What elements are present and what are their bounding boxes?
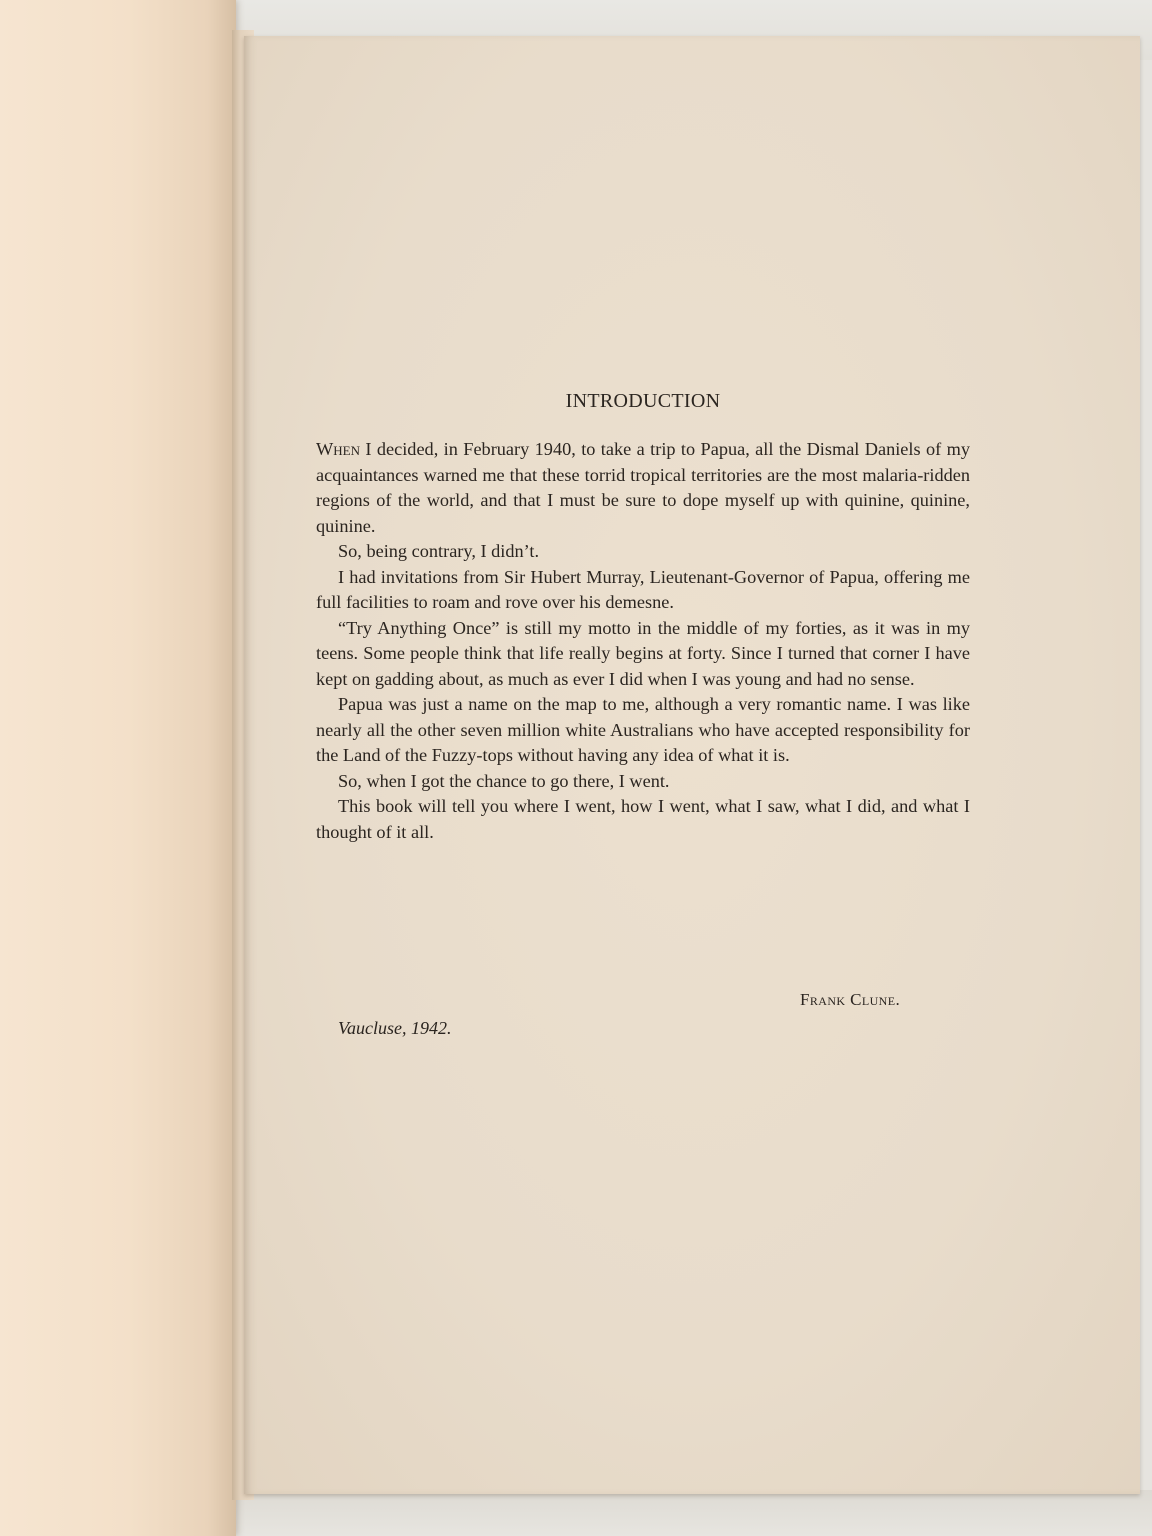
paragraph-text: I decided, in February 1940, to take a trip to Papua, all the Dismal Daniels of my acquaintances warned me that these torrid tropical territories are the most malaria-ridden regions of the world, and that I must be sure to dope myself up with quinine, quinine, quinine. <box>316 439 970 536</box>
author-signature: Frank Clune. <box>800 990 901 1009</box>
paragraph-4: “Try Anything Once” is still my motto in the middle of my forties, as it was in my teens. Some people think that life really begins at forty. Since I turned that corner I have kept on gadding about, as much as ever I did when I was young and had no sense. <box>316 617 970 689</box>
introduction-text-block <box>316 390 970 845</box>
paragraph-7: This book will tell you where I went, how I went, what I saw, what I did, and what I thought of it all. <box>316 796 970 842</box>
paragraph-3: I had invitations from Sir Hubert Murray, Lieutenant-Governor of Papua, offering me full facilities to roam and rove over his demesne. <box>316 566 970 612</box>
page-title: INTRODUCTION <box>565 390 721 412</box>
paragraph-5: Papua was just a name on the map to me, although a very romantic name. I was like nearly all the other seven million white Australians who have accepted responsibility for the Land of the Fuzzy-tops without having any idea of what it is. <box>316 694 970 765</box>
paragraph-1 <box>316 437 970 539</box>
paragraph-6: So, when I got the chance to go there, I went. <box>338 770 670 791</box>
paragraph-lead-word: When <box>316 439 360 459</box>
left-page <box>0 0 236 1536</box>
place-and-date: Vaucluse, 1942. <box>338 1018 452 1038</box>
paragraph-2: So, being contrary, I didn’t. <box>338 541 540 561</box>
